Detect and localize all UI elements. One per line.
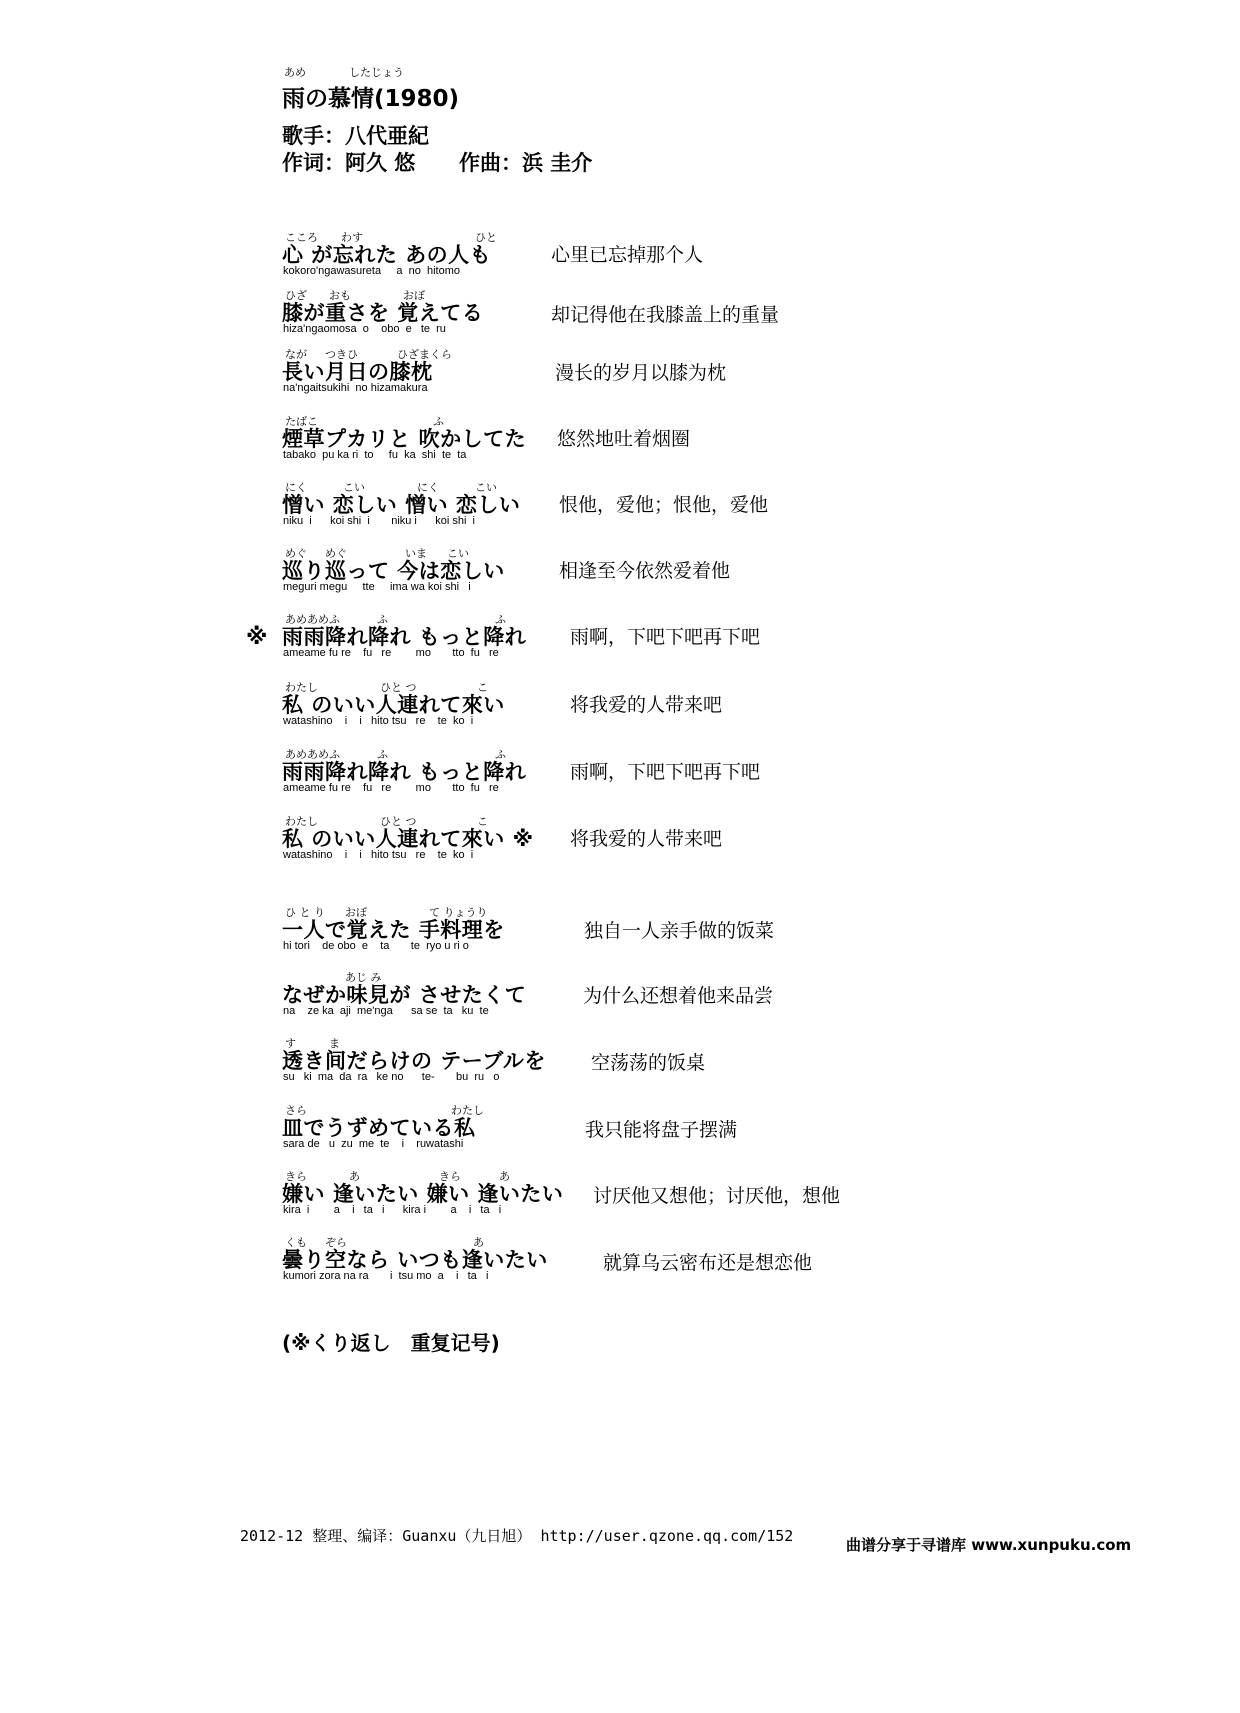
chinese-translation: 雨啊，下吧下吧再下吧: [570, 761, 761, 783]
composer: 作曲：浜 圭介: [459, 151, 593, 175]
romaji: na ze ka aji me'nga sa se ta ku te: [283, 1005, 489, 1017]
romaji: ameame fu re fu re mo tto fu re: [283, 647, 499, 659]
chinese-translation: 相逢至今依然爱着他: [559, 560, 731, 582]
romaji: kira i a i ta i kira i a i ta i: [283, 1204, 502, 1216]
japanese-lyric: 心 が忘れた あの人も: [282, 243, 492, 267]
chinese-translation: 讨厌他又想他；讨厌他，想他: [593, 1185, 841, 1207]
japanese-lyric: 一人で覚えた 手料理を: [282, 918, 505, 942]
romaji: watashino i i hito tsu re te ko i: [283, 849, 474, 861]
chinese-translation: 将我爱的人带来吧: [570, 828, 723, 850]
song-title: 雨の慕情(1980): [282, 86, 460, 112]
romaji: kokoro'ngawasureta a no hitomo: [283, 265, 460, 277]
japanese-lyric: 皿でうずめている私: [282, 1116, 476, 1140]
japanese-lyric: 煙草プカリと 吹かしてた: [282, 427, 527, 451]
japanese-lyric: 曇り空なら いつも逢いたい: [282, 1248, 548, 1272]
chinese-translation: 恨他，爱他；恨他，爱他: [559, 494, 769, 516]
romaji: niku i koi shi i niku i koi shi i: [283, 515, 475, 527]
romaji: meguri megu tte ima wa koi shi i: [283, 581, 471, 593]
japanese-lyric: 巡り巡って 今は恋しい: [282, 559, 505, 583]
chinese-translation: 漫长的岁月以膝为枕: [555, 362, 727, 384]
japanese-lyric: なぜか味見が させたくて: [282, 983, 527, 1007]
romaji: tabako pu ka ri to fu ka shi te ta: [283, 449, 467, 461]
romaji: su ki ma da ra ke no te- bu ru o: [283, 1071, 500, 1083]
chinese-translation: 将我爱的人带来吧: [570, 694, 723, 716]
japanese-lyric: 雨雨降れ降れ もっと降れ: [282, 760, 527, 784]
japanese-lyric: 膝が重さを 覚えてる: [282, 301, 484, 325]
title-furigana-1: あめ: [284, 66, 306, 79]
singer: 歌手：八代亜紀: [282, 124, 429, 148]
romaji: hiza'ngaomosa o obo e te ru: [283, 323, 446, 335]
title-furigana-2: したじょう: [349, 66, 404, 79]
footer-source: 曲谱分享于寻谱库 www.xunpuku.com: [846, 1536, 1132, 1554]
chinese-translation: 就算乌云密布还是想恋他: [603, 1252, 813, 1274]
japanese-lyric: 長い月日の膝枕: [282, 360, 433, 384]
romaji: ameame fu re fu re mo tto fu re: [283, 782, 499, 794]
romaji: sara de u zu me te i ruwatashi: [283, 1138, 464, 1150]
japanese-lyric: 嫌い 逢いたい 嫌い 逢いたい: [282, 1182, 564, 1206]
chinese-translation: 为什么还想着他来品尝: [583, 985, 774, 1007]
chinese-translation: 空荡荡的饭桌: [591, 1052, 706, 1074]
japanese-lyric: 透き间だらけの テーブルを: [282, 1049, 546, 1073]
chinese-translation: 心里已忘掉那个人: [551, 244, 704, 266]
title-furigana: [284, 64, 404, 80]
romaji: watashino i i hito tsu re te ko i: [283, 715, 474, 727]
japanese-lyric: 雨雨降れ降れ もっと降れ: [282, 625, 527, 649]
chinese-translation: 独自一人亲手做的饭菜: [584, 920, 775, 942]
chinese-translation: 我只能将盘子摆满: [585, 1119, 738, 1141]
japanese-lyric: 私 のいい人連れて來い: [282, 693, 505, 717]
chinese-translation: 悠然地吐着烟圈: [557, 428, 691, 450]
chinese-translation: 雨啊，下吧下吧再下吧: [570, 626, 761, 648]
chinese-translation: 却记得他在我膝盖上的重量: [551, 304, 780, 326]
repeat-mark: ※: [246, 625, 268, 650]
japanese-lyric: 私 のいい人連れて來い ※: [282, 827, 534, 851]
romaji: kumori zora na ra i tsu mo a i ta i: [283, 1270, 489, 1282]
romaji: na'ngaitsukihi no hizamakura: [283, 382, 428, 394]
repeat-note: (※くり返し 重复记号): [282, 1331, 500, 1355]
lyricist: 作词：阿久 悠: [282, 151, 416, 175]
japanese-lyric: 憎い 恋しい 憎い 恋しい: [282, 493, 521, 517]
romaji: hi tori de obo e ta te ryo u ri o: [283, 940, 469, 952]
footer-credit: 2012-12 整理、编译：Guanxu（九日旭） http://user.qzone.qq.com/152: [240, 1527, 794, 1545]
